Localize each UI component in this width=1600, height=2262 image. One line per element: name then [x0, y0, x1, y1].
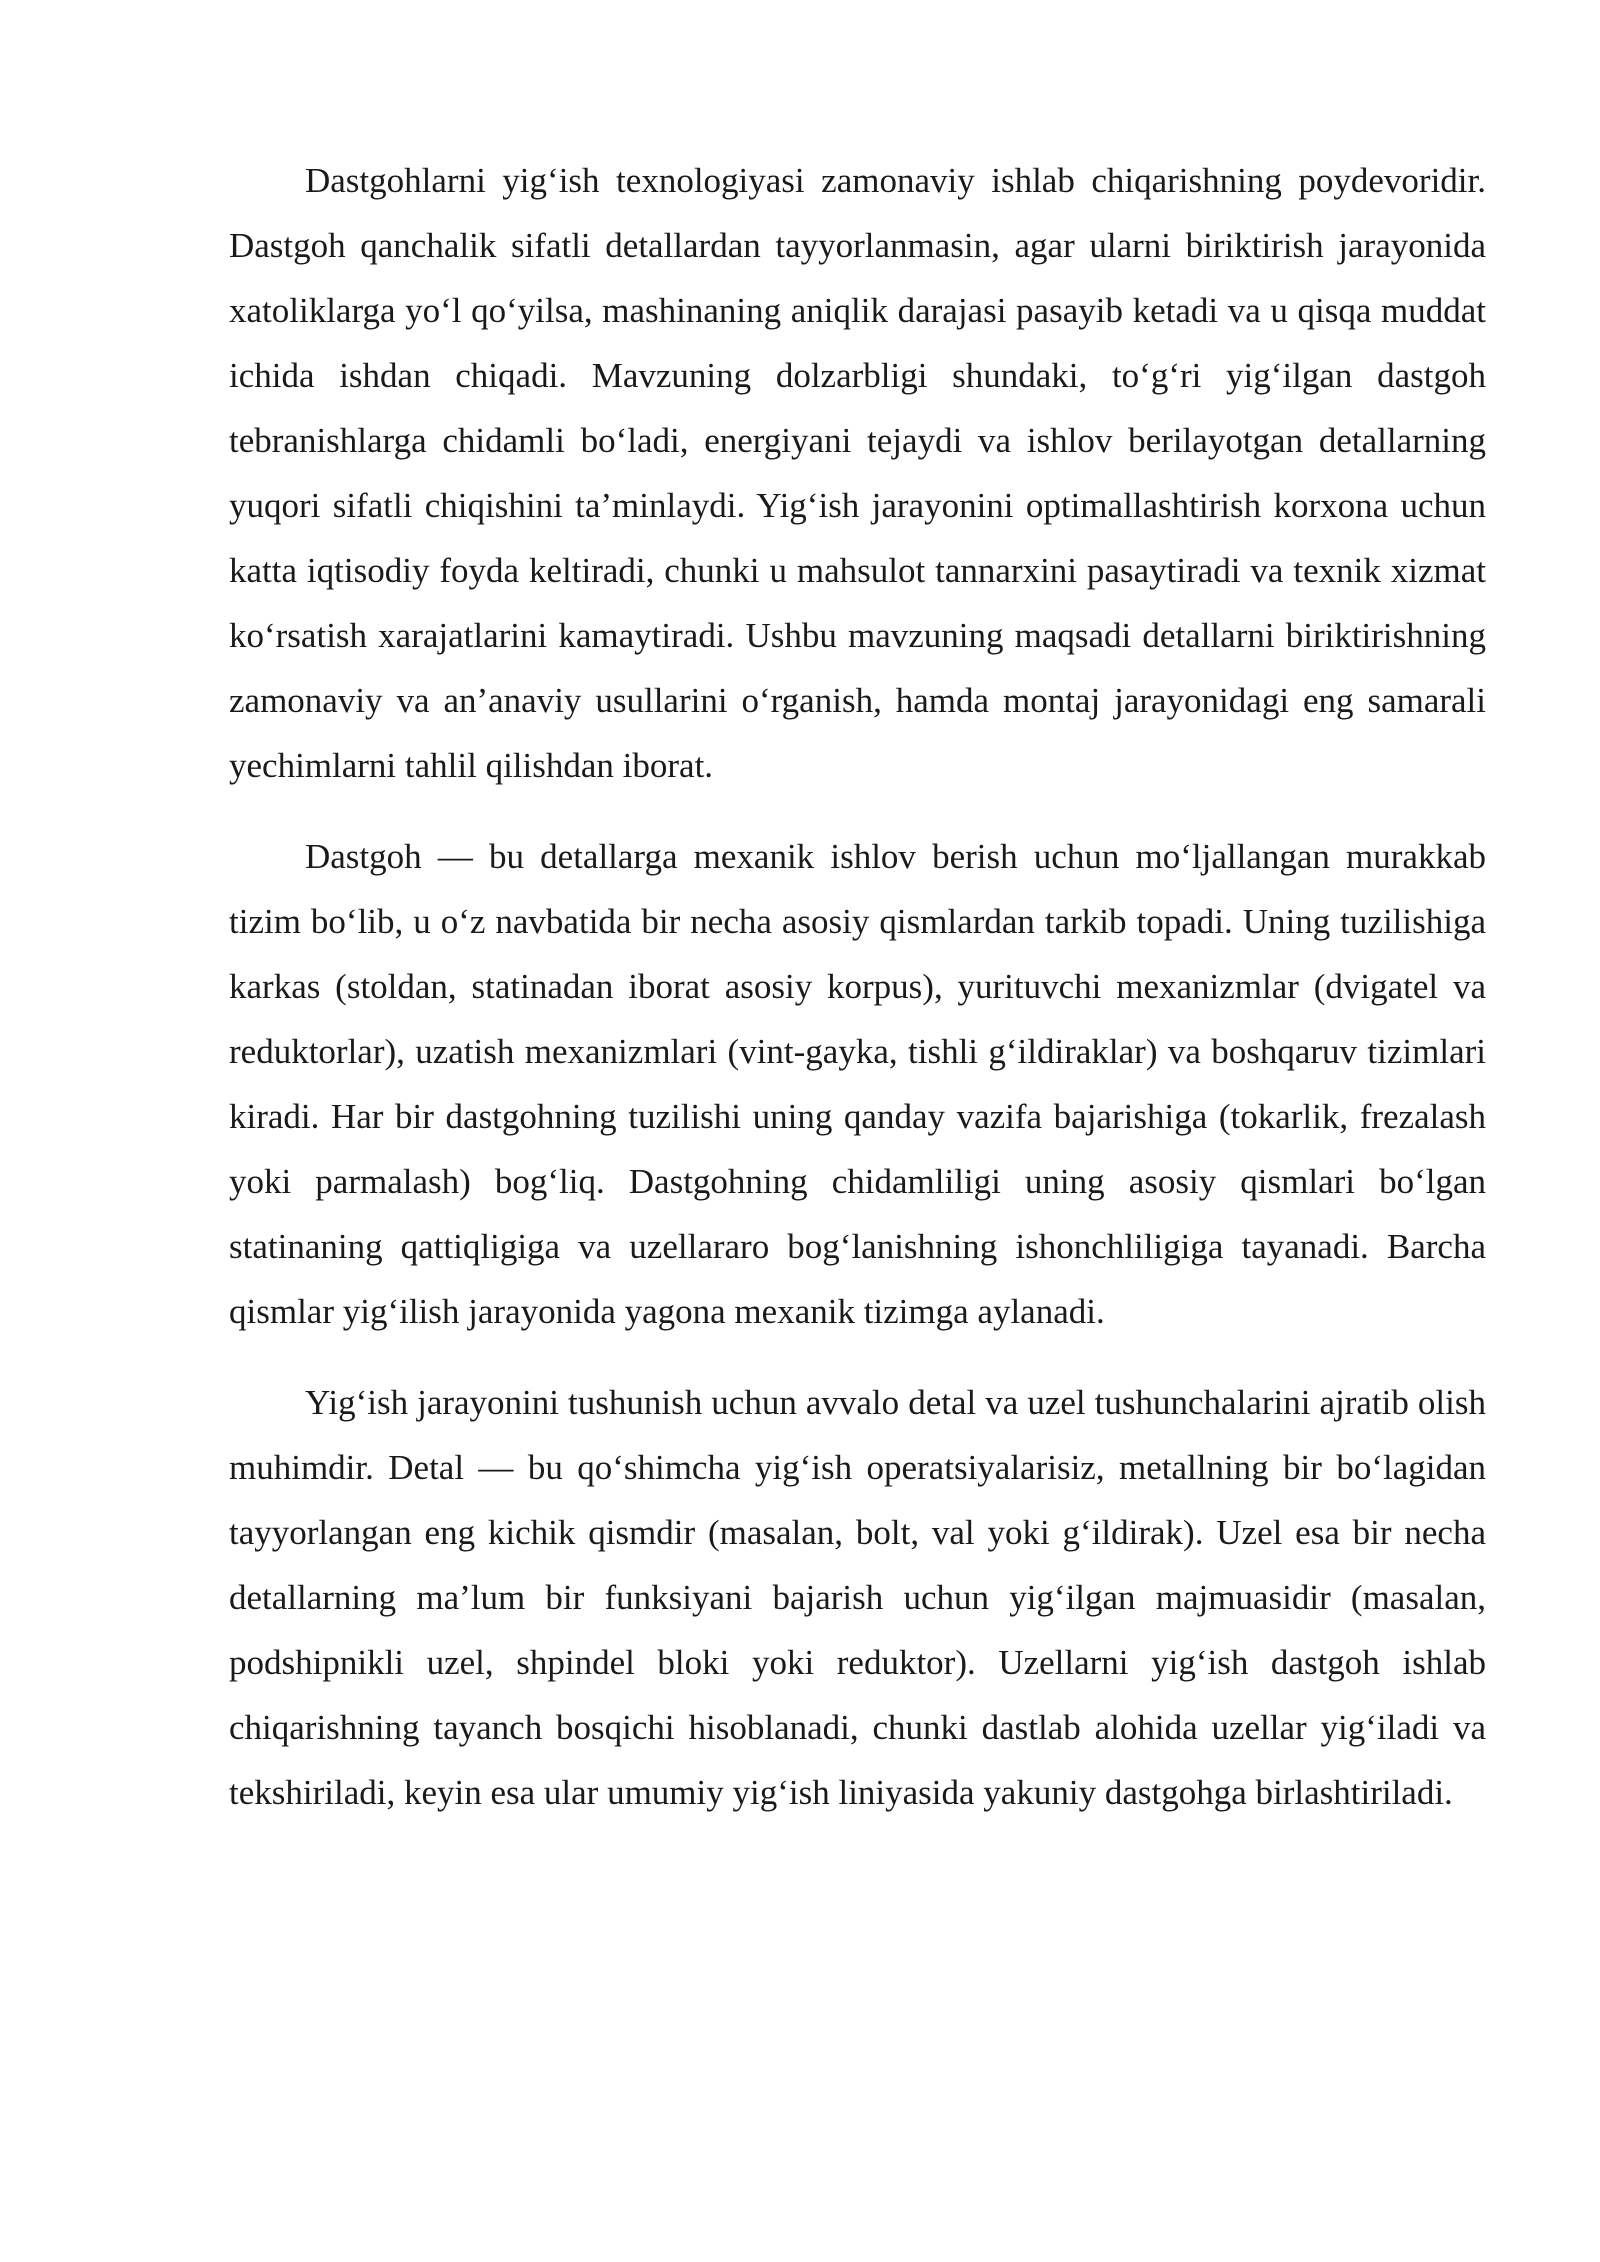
paragraph-2: Dastgoh — bu detallarga mexanik ishlov berish uchun mo‘ljallangan murakkab tizim bo‘lib, u o‘z navbatida bir necha asosiy qismlardan tarkib topadi. Uning tuzilishiga karkas (stoldan, statinadan iborat asosiy korpus), yurituvchi mexanizmlar (dvigatel va reduktorlar), uzatish mexanizmlari (vint-gayka, tishli g‘ildiraklar) va boshqaruv tizimlari kiradi. Har bir dastgohning tuzilishi uning qanday vazifa bajarishiga (tokarlik, frezalash yoki parmalash) bog‘liq. Dastgohning chidamliligi uning asosiy qismlari bo‘lgan statinaning qattiqligiga va uzellararo bog‘lanishning ishonchliligiga tayanadi. Barcha qismlar yig‘ilish jarayonida yagona mexanik tizimga aylanadi. [229, 837, 1486, 1331]
paragraph-3: Yig‘ish jarayonini tushunish uchun avvalo detal va uzel tushunchalarini ajratib olish muhimdir. Detal — bu qo‘shimcha yig‘ish operatsiyalarisiz, metallning bir bo‘lagidan tayyorlangan eng kichik qismdir (masalan, bolt, val yoki g‘ildirak). Uzel esa bir necha detallarning ma’lum bir funksiyani bajarish uchun yig‘ilgan majmuasidir (masalan, podshipnikli uzel, shpindel bloki yoki reduktor). Uzellarni yig‘ish dastgoh ishlab chiqarishning tayanch bosqichi hisoblanadi, chunki dastlab alohida uzellar yig‘iladi va tekshiriladi, keyin esa ular umumiy yig‘ish liniyasida yakuniy dastgohga birlashtiriladi. [229, 1383, 1486, 1812]
paragraph-1: Dastgohlarni yig‘ish texnologiyasi zamonaviy ishlab chiqarishning poydevoridir. Dastgoh qanchalik sifatli detallardan tayyorlanmasin, agar ularni biriktirish jarayonida xatoliklarga yo‘l qo‘yilsa, mashinaning aniqlik darajasi pasayib ketadi va u qisqa muddat ichida ishdan chiqadi. Mavzuning dolzarbligi shundaki, to‘g‘ri yig‘ilgan dastgoh tebranishlarga chidamli bo‘ladi, energiyani tejaydi va ishlov berilayotgan detallarning yuqori sifatli chiqishini ta’minlaydi. Yig‘ish jarayonini optimallashtirish korxona uchun katta iqtisodiy foyda keltiradi, chunki u mahsulot tannarxini pasaytiradi va texnik xizmat ko‘rsatish xarajatlarini kamaytiradi. Ushbu mavzuning maqsadi detallarni biriktirishning zamonaviy va an’anaviy usullarini o‘rganish, hamda montaj jarayonidagi eng samarali yechimlarni tahlil qilishdan iborat. [229, 161, 1486, 785]
document-body [229, 148, 1486, 1851]
